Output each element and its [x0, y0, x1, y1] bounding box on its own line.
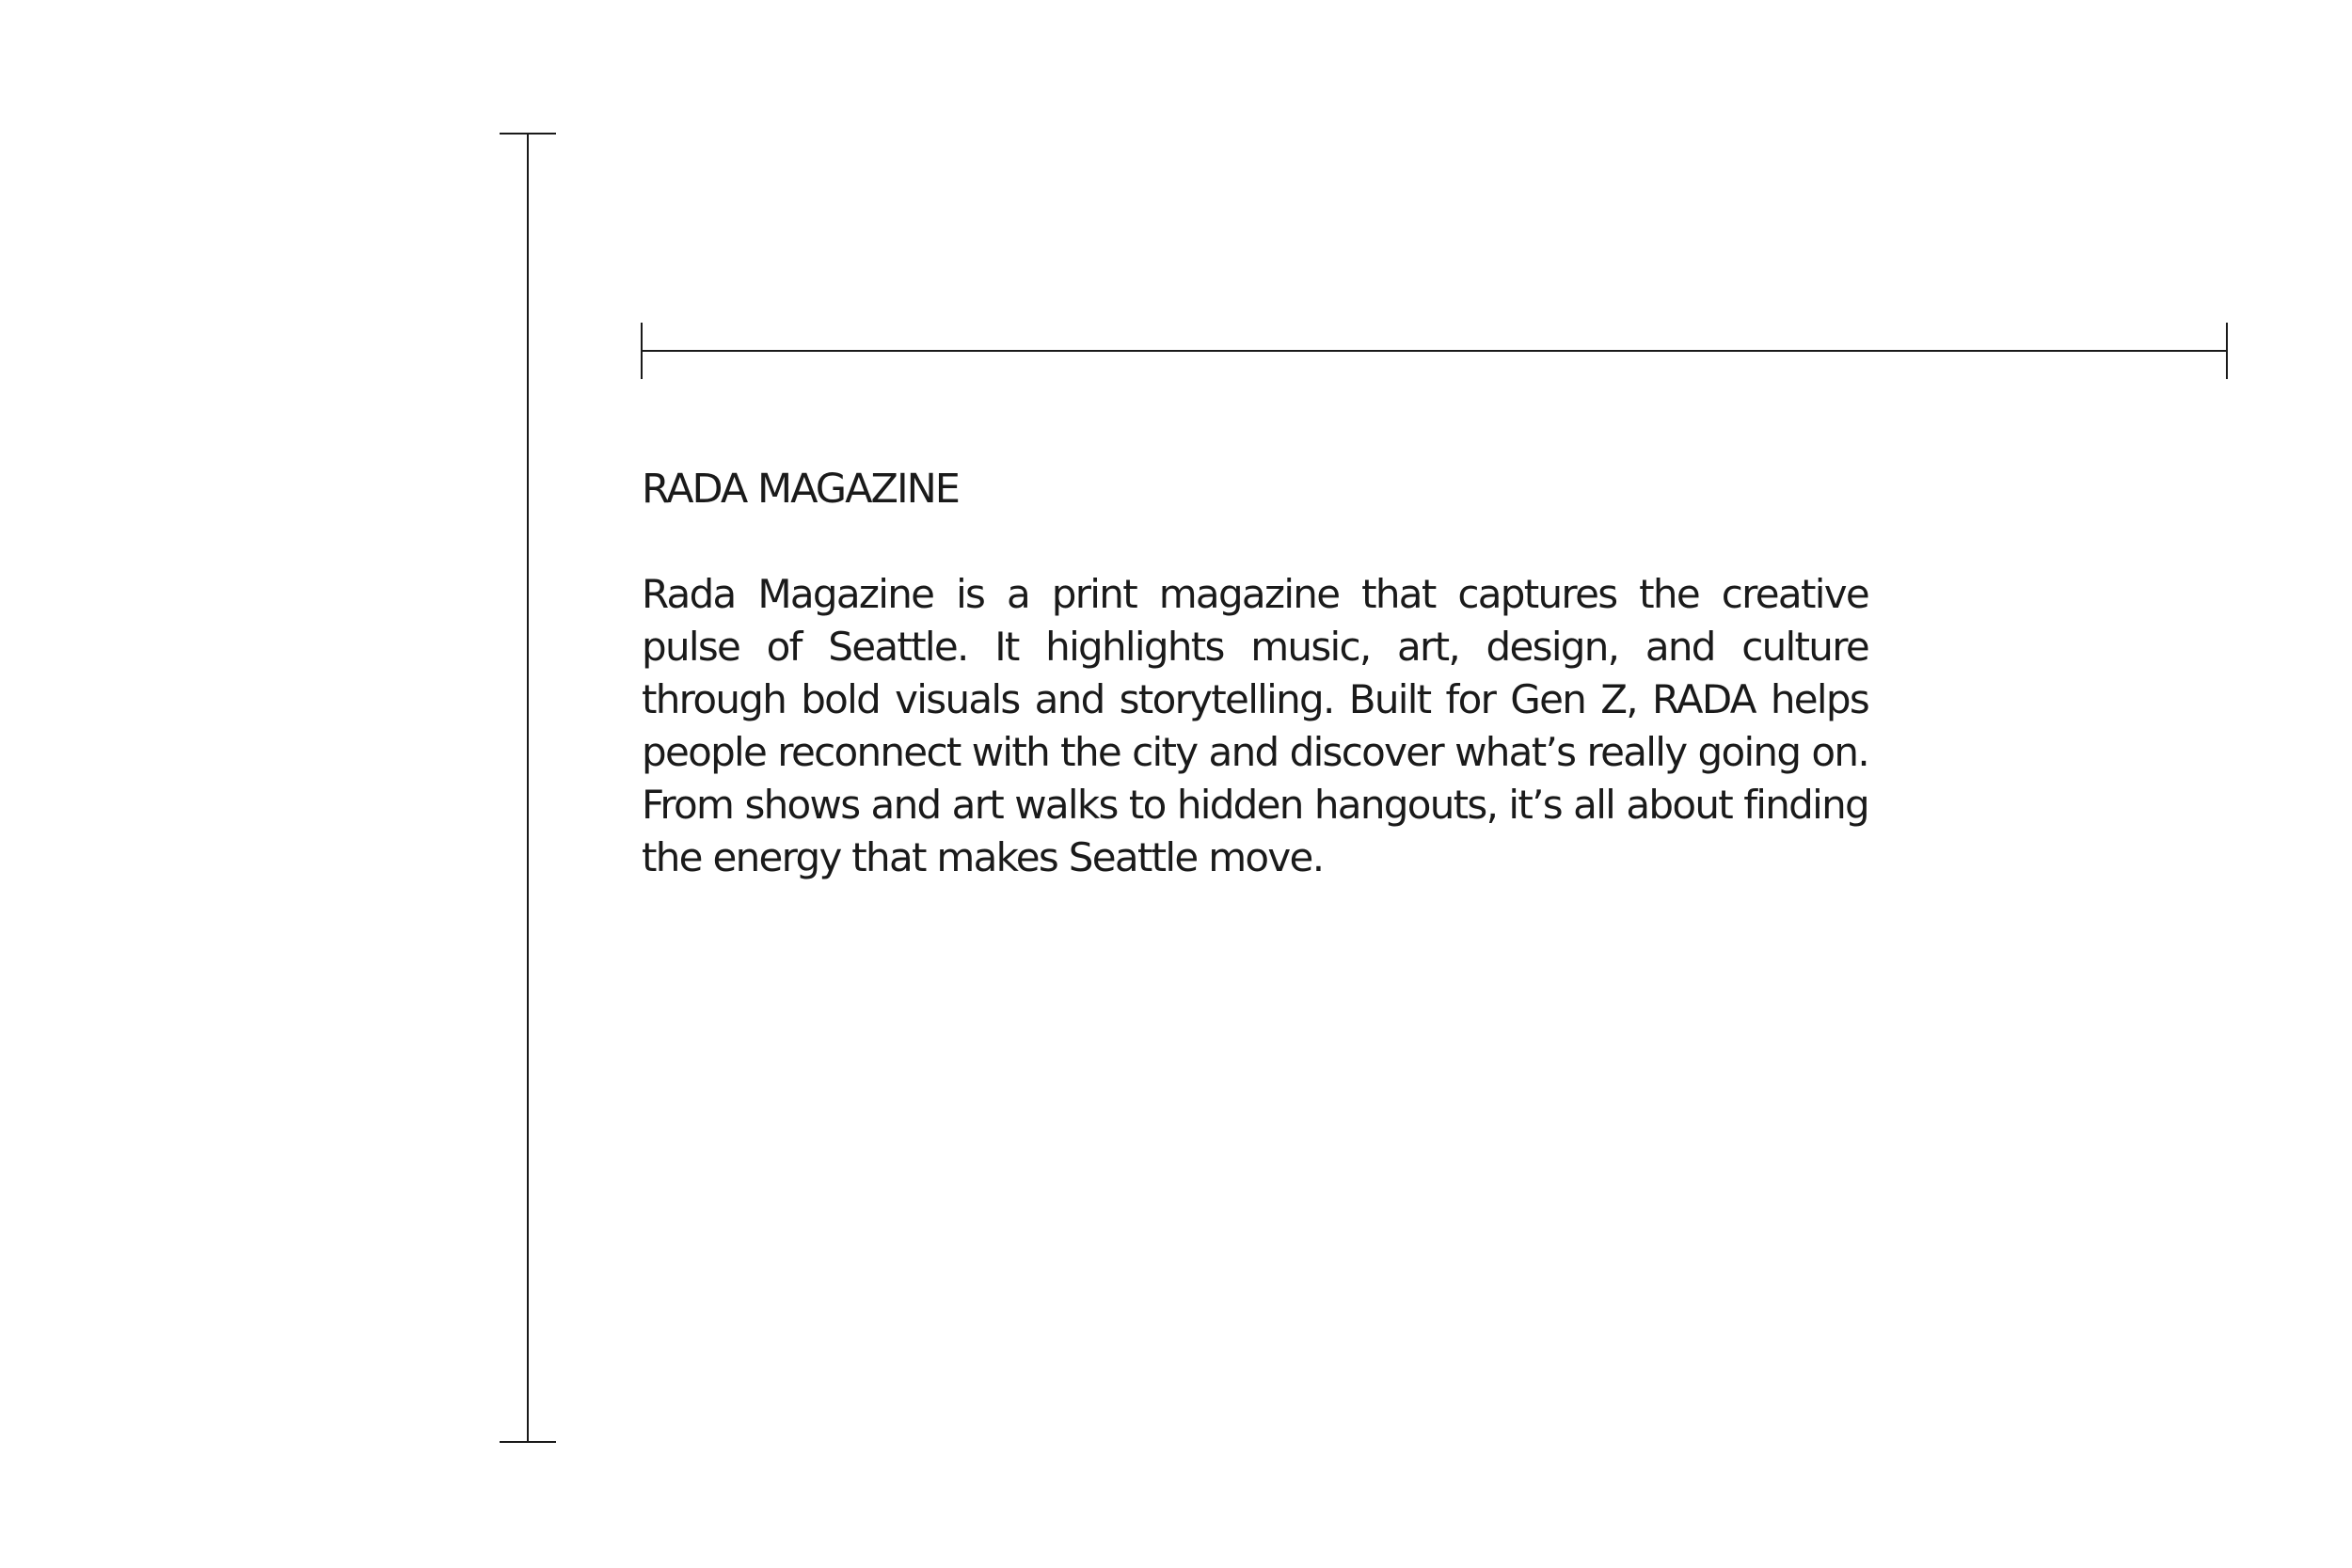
horizontal-dimension-rule — [642, 350, 2228, 352]
vertical-rule-bottom-cap — [500, 1441, 556, 1443]
page-title: RADA MAGAZINE — [642, 466, 959, 513]
description-paragraph: Rada Magazine is a print magazine that captures the creative pulse of Seattle. It highlights music, art, design, and culture through bold visuals and storytelling. Built for Gen Z, RADA helps people reconnect with the city and discover what’s really going on. From shows and art walks to hidden hangouts, it’s all about finding the energy that makes Seattle move. — [642, 571, 1868, 880]
horizontal-rule-right-cap — [2226, 323, 2228, 379]
vertical-dimension-rule — [527, 134, 529, 1443]
